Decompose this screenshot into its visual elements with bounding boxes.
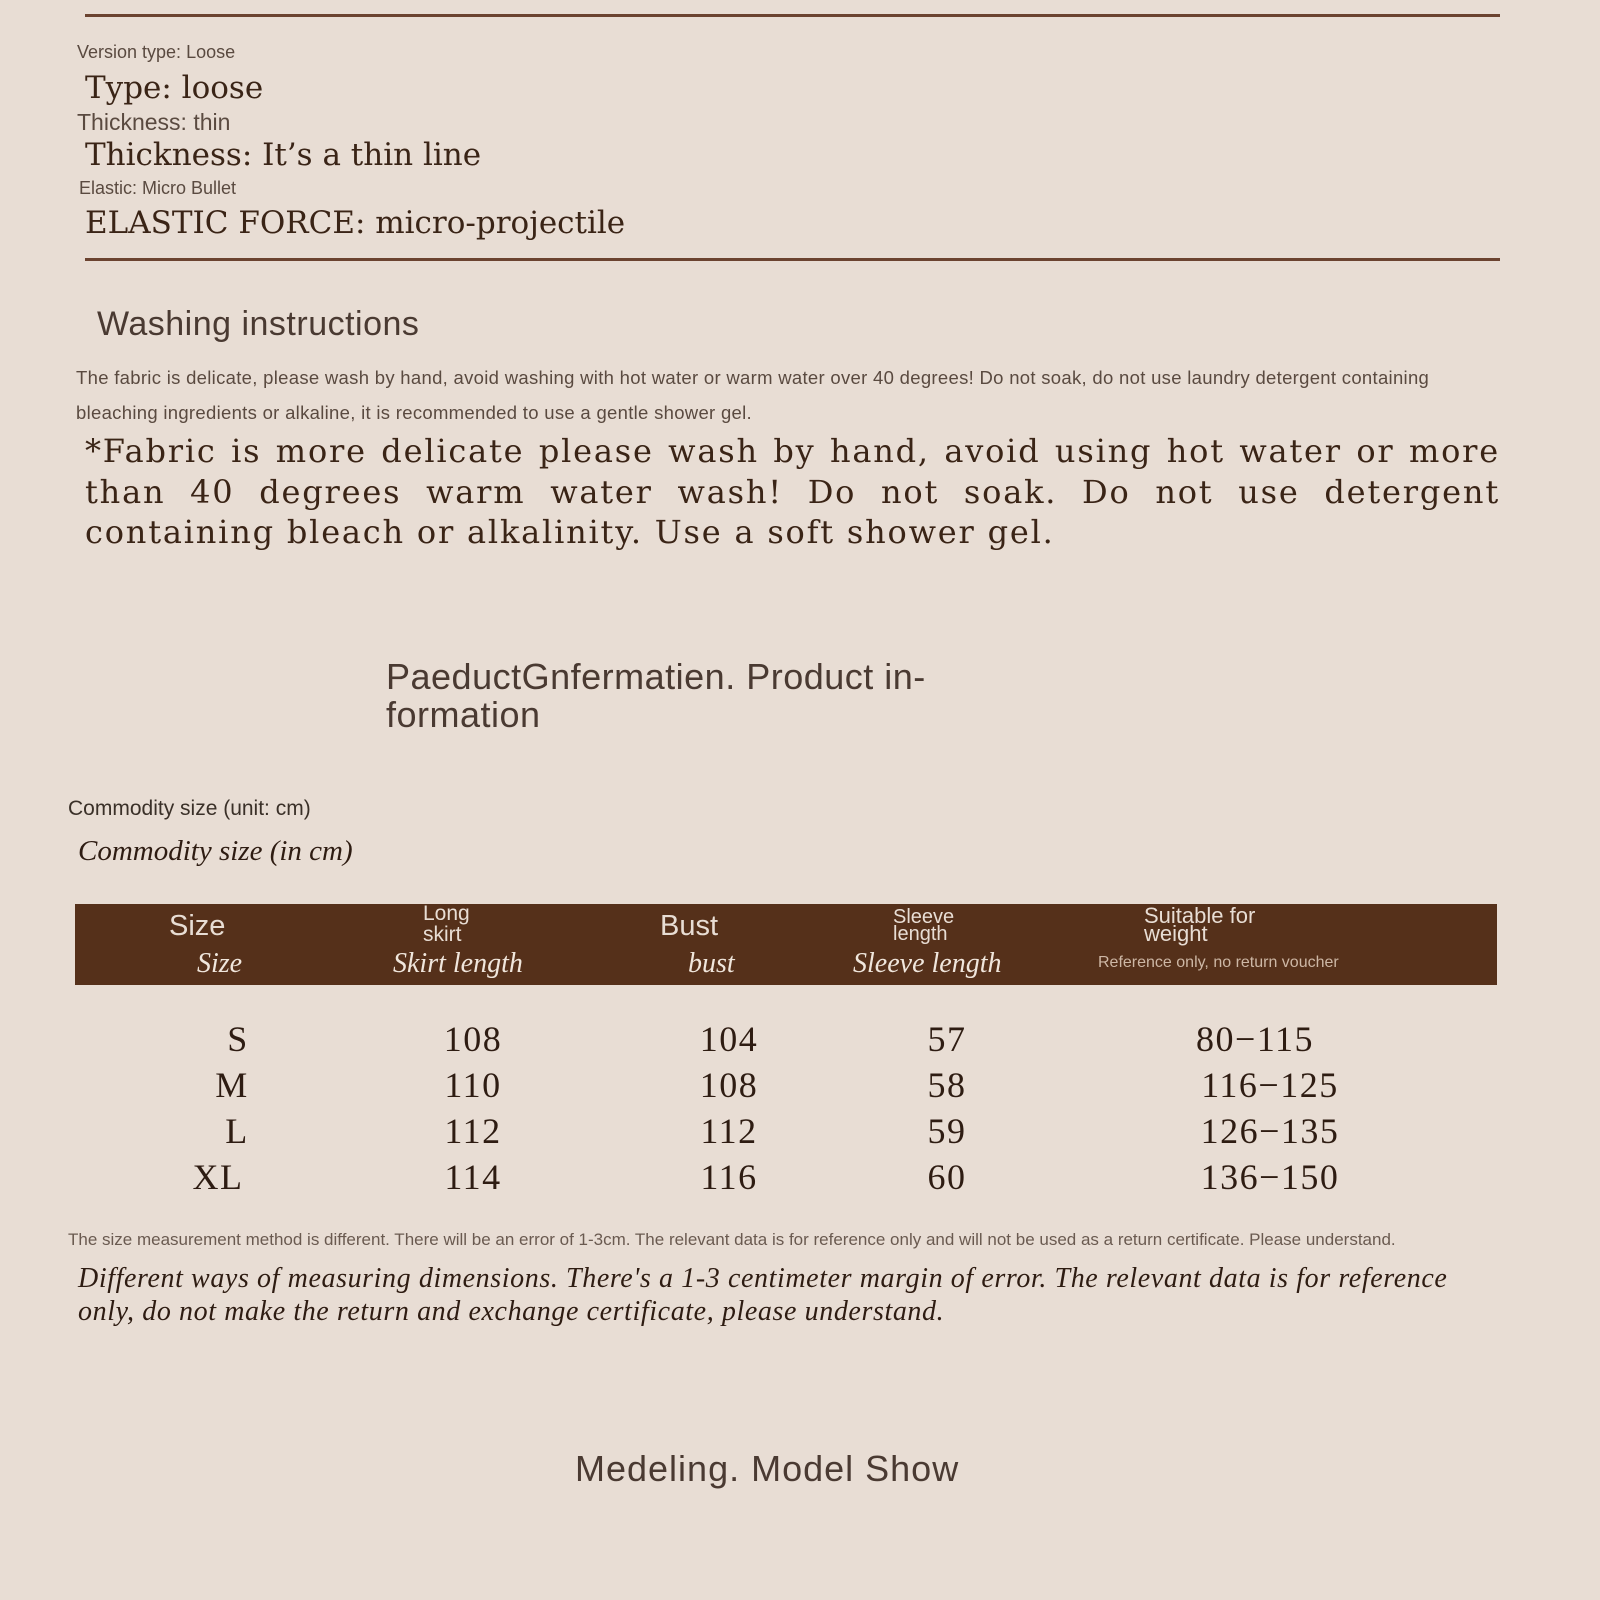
cell-skirt: 114: [444, 1157, 502, 1197]
header-weight-note: Reference only, no return voucher: [1098, 954, 1339, 971]
thickness-desc: Thickness: It’s a thin line: [85, 137, 482, 173]
header-sleeve-italic: Sleeve length: [853, 948, 1002, 979]
cell-sleeve: 59: [927, 1111, 967, 1151]
cell-bust: 112: [700, 1111, 758, 1151]
measurement-note-italic: Different ways of measuring dimensions. There's a 1-3 centimeter margin of error. The relevant data is for reference only, do not make the return and exchange certificate, please understand.: [78, 1263, 1448, 1327]
header-skirt-line2: skirt: [423, 923, 462, 946]
cell-sleeve: 60: [927, 1157, 967, 1197]
cell-weight: 116−125: [1201, 1065, 1339, 1105]
header-bust-italic: bust: [688, 948, 735, 979]
cell-size: M: [215, 1065, 249, 1105]
cell-skirt: 112: [444, 1111, 502, 1151]
cell-weight: 126−135: [1200, 1111, 1340, 1151]
header-weight-line1: Suitable for: [1144, 903, 1256, 928]
header-skirt-italic: Skirt length: [393, 948, 523, 979]
cell-bust: 108: [699, 1065, 759, 1105]
washing-text-small: The fabric is delicate, please wash by hand, avoid washing with hot water or warm water over 40 degrees! Do not soak, do not use laundry detergent containing bleaching ingredients or alkaline, it is recommended to use a gentle shower gel.: [76, 367, 1430, 423]
cell-size: L: [225, 1111, 249, 1151]
cell-sleeve: 57: [927, 1019, 967, 1059]
header-sleeve-line1: Sleeve: [893, 906, 955, 928]
cell-weight: 136−150: [1200, 1157, 1340, 1197]
header-sleeve-line2: length: [893, 923, 948, 945]
type-desc: Type: loose: [85, 70, 264, 106]
spec-divider: [85, 258, 1500, 261]
measurement-note: The size measurement method is different. There will be an error of 1-3cm. The relevant data is for reference only and will not be used as a return certificate. Please understand.: [68, 1230, 1396, 1249]
cell-bust: 116: [700, 1157, 758, 1197]
cell-sleeve: 58: [927, 1065, 967, 1105]
cell-skirt: 110: [444, 1065, 502, 1105]
washing-text-large: *Fabric is more delicate please wash by hand, avoid using hot water or more than 40 degrees warm water wash! Do not soak. Do not use detergent containing bleach or alkalinity. Use a soft shower gel.: [85, 432, 1500, 551]
elastic-label: Elastic: Micro Bullet: [79, 178, 237, 198]
cell-size: XL: [192, 1157, 244, 1197]
washing-title: Washing instructions: [97, 305, 420, 343]
model-show-title: Medeling. Model Show: [575, 1448, 960, 1489]
elastic-desc: ELASTIC FORCE: micro-projectile: [85, 205, 626, 241]
header-bust: Bust: [660, 910, 719, 942]
product-info-title-line2: formation: [386, 694, 541, 735]
commodity-size-italic: Commodity size (in cm): [78, 835, 353, 867]
cell-skirt: 108: [443, 1019, 503, 1059]
version-type-label: Version type: Loose: [77, 42, 236, 62]
header-weight-line2: weight: [1144, 921, 1208, 946]
size-table-header: [75, 904, 1497, 985]
thickness-label: Thickness: thin: [77, 109, 231, 135]
top-divider: [85, 14, 1500, 17]
cell-weight: 80−115: [1196, 1019, 1314, 1059]
header-skirt-line1: Long: [423, 902, 470, 925]
commodity-size-label: Commodity size (unit: cm): [68, 797, 311, 820]
header-size: Size: [169, 910, 226, 942]
cell-size: S: [227, 1019, 249, 1059]
header-size-italic: Size: [197, 948, 243, 979]
cell-bust: 104: [699, 1019, 759, 1059]
product-info-title-line1: PaeductGnfermatien. Product in-: [386, 656, 926, 697]
